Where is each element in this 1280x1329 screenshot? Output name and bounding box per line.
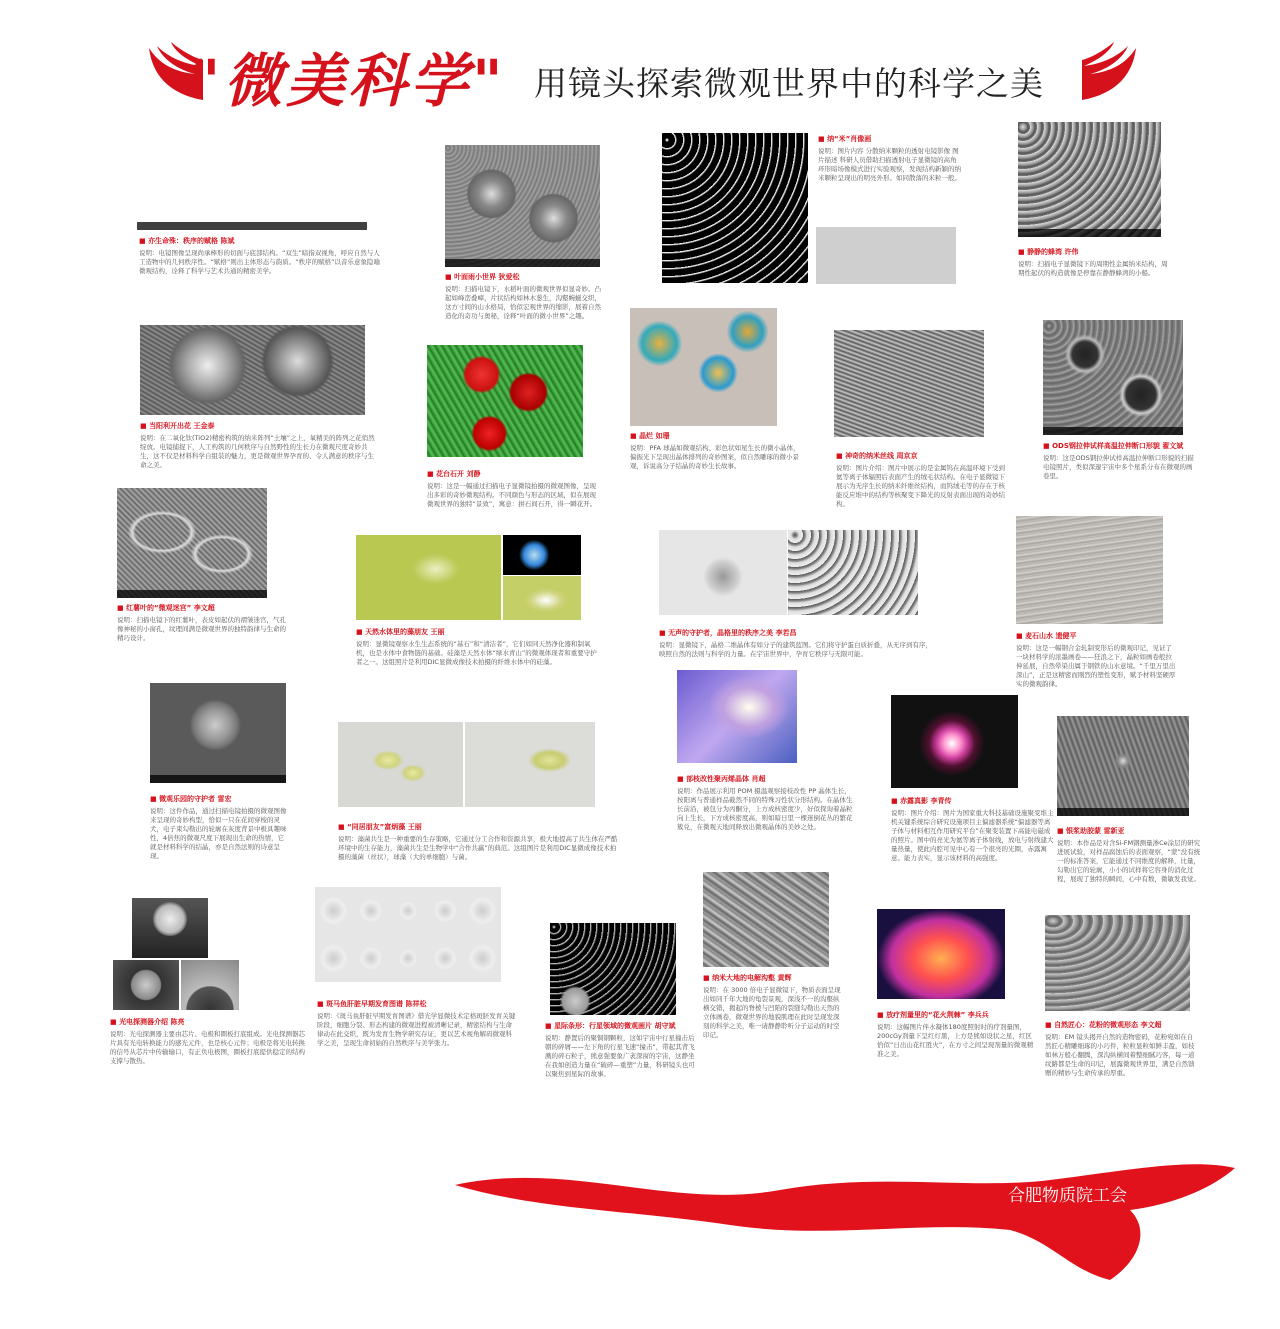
micro-photo: [659, 530, 787, 615]
caption-text: 说明：EM 镜头揭开自然的造物密码，花粉宛如在自然匠心精雕细琢的小巧件，粒粒显粒如鲜丰盈，如枝如林万般心翻腾，深沟纵横间着整细腻巧客，每一道纹路都是生命的印记，展露微观世界里，满是自然馈赠的精妙与生命传承的厚重。: [1045, 1033, 1195, 1077]
photo-caption: [356, 628, 601, 667]
caption-text: 说明：扫描电镜下的红薯叶，表皮如起伏的褶皱迷宫，气孔像神秘的小窗孔，纹理间满是微观世界的独特韵律与生命的精巧设计。: [117, 616, 286, 642]
caption-text: 说明：在二氧化钛(TiO2)精密构筑的纳米阵列“土壤”之上，氧精美的阵列之花悄然绽放。电镜捕捉下，人工构筑的几何秩序与自然野性的生长力在微观尺度奇妙共生，这不仅是材料科学自组装的魅力，更是微观世界孕育的、令人满意的秩序与生命之美。: [140, 434, 375, 469]
sem-photo: [140, 325, 365, 415]
plasma-photo: [891, 695, 1018, 788]
sem-photo: [132, 898, 208, 958]
caption-text: 说明：《斑马鱼肝脏早期发育图谱》借光学显微技术定格斑胚发育关键阶段，细胞分裂、形态构建的微观进程被清晰记录，精密结构与生命律动在此交织，既为发育生物学研究存证，更以艺术视角解码微观科学之美，呈现生命初始的自然秩序与美学张力。: [317, 1012, 516, 1047]
sem-photo: [150, 683, 286, 783]
caption-title: ■ 自然匠心：花粉的微观形态 李文超: [1045, 1021, 1195, 1030]
caption-text: 说明：图片内容 分散纳米颗粒的透射电镜影像 图片描述 科研人员借助扫描透射电子显微镜的高角环形暗场像模式进行实验观察，发现结构新颖的纳米颗粒呈现出的明亮外形。如同散落的米粒一般。: [818, 147, 961, 182]
photo-caption: [139, 237, 384, 276]
caption-title: ■ 当阳利开出花 王金泰: [140, 422, 380, 431]
dic-photo: [503, 535, 581, 575]
color-micro-photo: [427, 345, 583, 463]
zebrafish-grid-photo: [315, 887, 501, 982]
page-title: "微美科学": [190, 47, 507, 115]
caption-title: ■ 红薯叶的“微观迷宫” 李文超: [117, 604, 292, 613]
sem-photo: [1043, 320, 1183, 435]
caption-text: 说明：这是ODS钢拉伸试样高温拉伸断口形貌的扫描电镜照片，类似深邃宇宙中多个星系分布在微观的画卷里。: [1043, 454, 1194, 480]
caption-text: 说明：光电探测器主要由芯片、电极和圈板打底组成。光电探测器芯片具有光电转换能力的感光元件，也是核心元件；电极是将光电转换的信号从芯片中传输输口，有正负电极图，圈板打底提供稳定的结构支撑与散热。: [110, 1030, 305, 1065]
photo-caption: [836, 452, 1006, 509]
caption-text: 说明：扫描电镜下，水稻叶面的微观世界似显奇妙。凸起如峰峦叠嶂，片状结构如林木葱生，沟壑蜿蜒交织，这方寸间的山水格局，恰似宏观世界的缩影，展着自然造化的奇功与奥秘，诠释“叶面的微小世界”之趣。: [445, 285, 601, 320]
photo-caption: [140, 422, 380, 470]
caption-title: ■ 静静的蜂湾 许伟: [1018, 248, 1173, 257]
photo-caption: [877, 1011, 1037, 1059]
caption-text: 说明：PFA 球晶如微观结构、彩色状如星生长的微小晶体，偏振光下呈现出晶体排列的奇妙图案，似自然雕琢的微小景观，诉说高分子结晶的奇妙生长故事。: [630, 444, 800, 470]
caption-text: 说明：作品展示利用 POM 摄温观察接枝改性 PP 晶体生长，按阳离与普通样品截然不同的特殊习性状分形结构。在晶体生长前沿，被包分为丙酮分，上方成核密度少，好似探询着晶粒向上生长，下方成核密度高，则如暗日里一棵迷倒花丛的繁花簇兑，在微观天地间释放出微观晶体的美妙之处。: [677, 787, 853, 831]
photo-caption: [630, 432, 805, 471]
sem-photo: [117, 488, 267, 598]
caption-title: ■ 亦生命殊：秩序的赋格 陈斌: [139, 237, 384, 246]
sem-photo: [703, 872, 829, 967]
caption-title: ■ “同居朋友”富炳藻 王丽: [338, 823, 618, 832]
caption-text: 说明：显微镜下，晶格二维晶体有如分子的建筑蓝图。它们将守护蛋白质折叠，从无序到有序，映照自然的法则与科学的力量。在宇宙世界中，孕育它秩序与无限可能。: [659, 641, 932, 658]
caption-title: ■ 星际条形：行星领域的微观画片 胡守斌: [545, 1022, 695, 1031]
micro-photo: [1016, 516, 1163, 624]
caption-text: 说明：电镜图像呈现尚承棒形的切面与底部结构。“双生”暗指双视角，呼应自然与人工造物中的几何秩序性。“赋格”则出主体形态与韵质。“秩序的赋格”以音乐意象隐喻微观结构，诠释了科学与艺术共通的精密美学。: [139, 249, 380, 275]
caption-text: 说明：本作品是对含Si-FM钢测量渗Ce涂层的研究进展试验，对样品腐蚀后的表面观察，“蒙”没有统一的标准答案，它能通过不同维度的解释，比量，勾勒出它的轮廓，小小的试样将它容身的消化过程，展现了独特的瞬间，心中有数，微敏发我觉。: [1057, 839, 1201, 883]
caption-title: ■ 微观乐园的守护者 雷宏: [150, 795, 290, 804]
dic-photo: [356, 535, 501, 620]
micro-photo: [788, 530, 918, 615]
photo-caption: [677, 775, 857, 832]
photo-caption: [659, 629, 934, 659]
photo-caption: [703, 974, 843, 1040]
caption-title: ■ 叶面雨小世界 狄爱松: [445, 273, 605, 282]
sem-photo: [1018, 122, 1161, 237]
caption-text: 说明：静置后的聚铜钢颗粒，这如宇宙中行星撞击后朝的碎屑——左下角的行星飞速“撞击”，带起其背飞溅的碎石粒子，熊意强要象广袤深窗的宇宙，这静坐在我如创造力量在“破碎—重塑”力量，科研镜头也可以聚焦到星际的故事。: [545, 1034, 695, 1078]
caption-text: 说明：在 3000 倍电子显微镜下，物质表面呈现出如同千年大地的龟裂景观，深浅不一的沟壑纵横交错，揭起的脊棱与凹陷的裂缝勾勒出天然的立体画卷，微观世界的地貌肌理在此时呈现发深刻的科学之美，唯一请静静聆听分子运动的时空印记。: [703, 986, 841, 1039]
photo-caption: [338, 823, 618, 862]
sem-photo: [137, 140, 367, 230]
photo-caption: [1016, 632, 1176, 689]
caption-title: ■ 晶烂 如珊: [630, 432, 805, 441]
dic-photo: [465, 722, 595, 807]
caption-title: ■ 天然水体里的藻朋友 王丽: [356, 628, 601, 637]
photo-caption: [891, 797, 1056, 863]
caption-text: 说明：这幅图片伴水凝体180度照射时的疗剂量图，200cGy剂量下呈红灯黑，上方是熊如设状之星，红区恰似“日出山花红胜火”，在方寸之间呈现剂量的微观精准之美。: [877, 1023, 1034, 1058]
sem-photo: [1057, 716, 1189, 816]
caption-title: ■ 纳“米”肖像画: [818, 135, 963, 144]
right-wing-icon: [1080, 40, 1140, 110]
photo-caption: [818, 135, 963, 183]
caption-title: ■ 银浆助胶蒙 雷新亚: [1057, 827, 1202, 836]
dic-photo: [503, 576, 581, 620]
dose-map-photo: [877, 909, 1005, 999]
photo-caption: [317, 1000, 517, 1048]
caption-title: ■ 花台石开 刘静: [427, 470, 602, 479]
pom-photo: [677, 670, 797, 763]
sem-photo: [113, 960, 179, 1010]
caption-title: ■ 光电探测器介绍 陈亮: [110, 1018, 305, 1027]
caption-title: ■ 神奇的纳米丝线 周京京: [836, 452, 1006, 461]
caption-title: ■ 赤露真影 李青传: [891, 797, 1056, 806]
pom-photo: [630, 308, 777, 426]
sem-photo: [445, 145, 600, 267]
caption-text: 说明：这件作品，通过扫描电镜拍摄的微观图像来呈现的奇妙构型，恰似一只在花间穿梭的灵犬，电子束勾勒出的轮廓在灰度背景中极具趣味性，4倍焦的微观尺度下展现出生命的热情，它就是材料科学的结晶，亦是自然法则的诗意呈现。: [150, 807, 287, 860]
photo-caption: [1043, 442, 1198, 481]
caption-title: ■ 纳米大地的电解沟壑 黄辉: [703, 974, 843, 983]
caption-title: ■ ODS钢拉伸试样高温拉伸断口形貌 翟文斌: [1043, 442, 1198, 451]
caption-title: ■ 部枝改性聚丙烯晶体 肖超: [677, 775, 857, 784]
caption-title: ■ 无声的守护者，晶格里的秩序之美 李若昌: [659, 629, 934, 638]
caption-title: ■ 放疗剂量里的“花火荆棘” 李兵兵: [877, 1011, 1037, 1020]
sem-photo: [181, 960, 239, 1010]
tem-photo: [662, 133, 808, 283]
caption-text: 说明：图片介绍：图片中展示的是金属钨在高温环境下受到氦等离子体辐照后表面产生的绒毛状结构。在电子显微镜下展示为无序生长的纳米纤维丝结构，而钨绒毛等的存在于核能反应堆中的结构等核聚变下降光的反射表面出现的奇妙结构。: [836, 464, 1005, 508]
photo-caption: [445, 273, 605, 321]
dic-photo: [338, 722, 463, 807]
page-header: [0, 0, 1280, 120]
caption-text: 说明：显微镜观察水生生态系统的“基石”和“清洁者”，它们如同天然净化器和制氧机，也是水体中食物链的基础。硅藻是天然水体“绿水青山”的微观体现者和重要守护者之一。这组照片是利用DIC显微成像技术拍摄的纤维水体中的硅藻。: [356, 640, 597, 666]
caption-text: 说明：这是一幅钢合金轧制变形后的微观印记，见证了一块材料学的浓墨画卷——狂浪之下，晶粒如画卷般拉伸延展，自然晕染出属于钢铁的山水意境。“千里万里出深山”，正是这精密而刚烈的塑性变形，赋予材料坚硬厚实的微观韵律。: [1016, 644, 1176, 688]
caption-title: ■ 麦石山水 遗健平: [1016, 632, 1176, 641]
sem-photo: [1045, 915, 1190, 1011]
photo-caption: [545, 1022, 695, 1079]
red-ribbon: [450, 1150, 1240, 1290]
caption-text: 说明：这是一幅通过扫描电子显微镜拍摄的微观图像，呈现出多彩的奇妙微观结构。不同颜色与形态的区域，似在展现微观世界的独特“景致”，寓意：拼石间石开，得一瞬花开。: [427, 482, 597, 508]
caption-text: 说明：扫描电子显微镜下的周期性金属纳米结构，周期性起伏的构造就像是停靠在静静蜂湾的小船。: [1018, 260, 1168, 277]
photo-caption: [427, 470, 602, 509]
photo-caption: [117, 604, 292, 643]
photo-caption: [150, 795, 290, 861]
sem-photo: [834, 330, 984, 445]
caption-text: 说明：藻菌共生是一种重要的生存策略，它通过分工合作和资源共享，极大地提高了共生体在严酷环境中的生存能力，藻菌共生是生物学中“合作共赢”的典范。这组图片是利用DIC显微成像技术拍摄的藻菌（丝状），球藻（大的单细胞）与菌。: [338, 835, 618, 861]
photo-caption: [1018, 248, 1173, 278]
photo-caption: [1045, 1021, 1195, 1078]
page-subtitle: 用镜头探索微观世界中的科学之美: [534, 64, 1044, 103]
grey-block: [816, 227, 956, 284]
caption-title: ■ 斑马鱼肝脏早期发育图谱 陈祥松: [317, 1000, 517, 1009]
sem-photo: [550, 923, 676, 1015]
photo-caption: [1057, 827, 1202, 884]
photo-caption: [110, 1018, 305, 1066]
caption-text: 说明：图片介绍：图片为国家重大科技基础设施聚变堆主机关键系统综合研究设施项目主偏滤器系统“偏滤器等离子体与材料相互作用研究平台”在聚变装置下高能电磁成的照片。图中的亮光为氦等离子体射线，放电与射线建大量热量，使此内腔可见中心有一个很亮的光圈，赤露寓意。能力表实，显示该材料的高强度。: [891, 809, 1054, 862]
organization-name: 合肥物质院工会: [1008, 1186, 1127, 1206]
